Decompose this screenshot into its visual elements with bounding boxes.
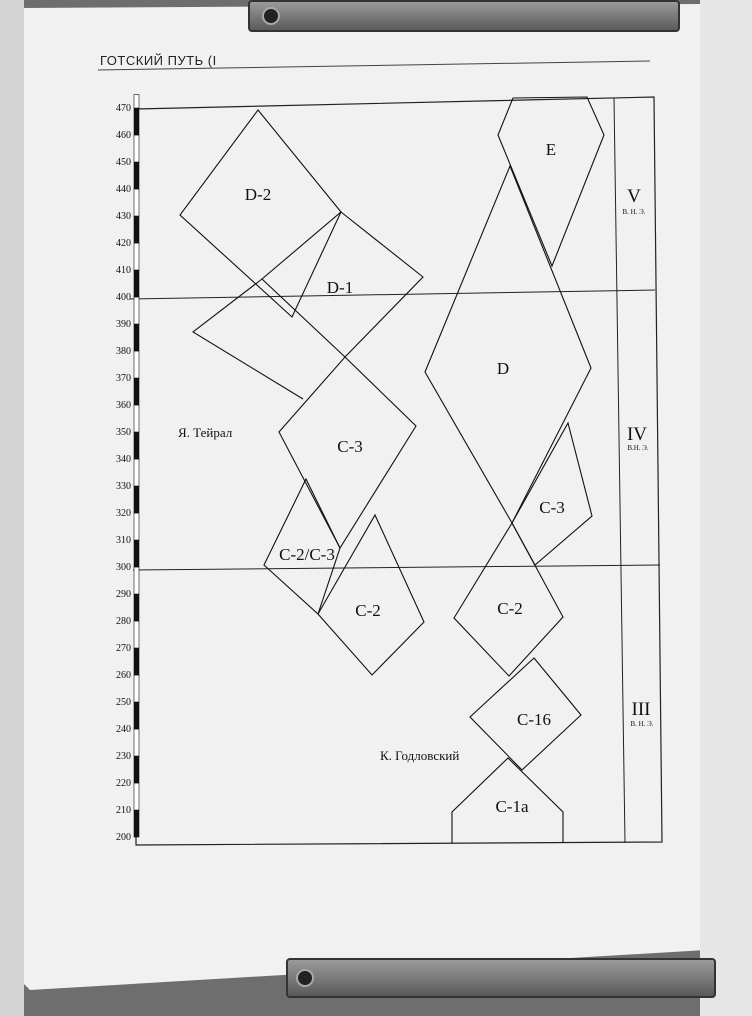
axis-segment: [134, 297, 139, 324]
axis-segment: [134, 189, 139, 216]
running-header: ГОТСКИЙ ПУТЬ (I: [100, 53, 217, 68]
axis-tick-label: 380: [116, 346, 131, 357]
top-page-clip: [248, 0, 680, 32]
axis-segment: [134, 513, 139, 540]
bottom-page-clip: [286, 958, 716, 998]
axis-segment: [134, 567, 139, 594]
axis-segment: [134, 432, 139, 459]
label-c-2-right: C-2: [497, 599, 523, 618]
axis-segment: [134, 729, 139, 756]
axis-tick-label: 390: [116, 319, 131, 330]
axis-segment: [134, 324, 139, 351]
axis-tick-label: 290: [116, 589, 131, 600]
axis-tick-label: 470: [116, 103, 131, 114]
period-iv-numeral: IV: [626, 424, 648, 445]
axis-tick-label: 320: [116, 508, 131, 519]
label-c-2-left: C-2: [355, 601, 381, 620]
label-d-1: D-1: [326, 278, 354, 297]
label-c-3-left: C-3: [337, 437, 363, 456]
axis-tick-label: 400: [116, 292, 131, 303]
axis-tick-label: 270: [116, 643, 131, 654]
axis-segment: [134, 702, 139, 729]
axis-segment: [134, 810, 139, 837]
axis-segment: [134, 648, 139, 675]
clip-hole-icon: [296, 969, 314, 987]
axis-segment: [134, 621, 139, 648]
axis-segment: [134, 594, 139, 621]
axis-segment: [134, 162, 139, 189]
axis-segment: [134, 459, 139, 486]
axis-segment: [134, 783, 139, 810]
axis-segment: [134, 405, 139, 432]
axis-segment: [134, 270, 139, 297]
axis-tick-label: 360: [116, 400, 131, 411]
axis-tick-label: 350: [116, 427, 131, 438]
period-v-era: В. Н. Э.: [622, 208, 646, 216]
left-page-edge: [0, 0, 24, 1016]
label-c-3-right: C-3: [539, 498, 565, 517]
label-d: D: [496, 359, 510, 378]
axis-tick-label: 420: [116, 238, 131, 249]
axis-tick-label: 200: [116, 832, 131, 843]
axis-tick-label: 430: [116, 211, 131, 222]
axis-tick-label: 220: [116, 778, 131, 789]
axis-tick-label: 260: [116, 670, 131, 681]
author-right: К. Годловский: [380, 748, 460, 763]
axis-segment: [134, 378, 139, 405]
axis-segment: [134, 216, 139, 243]
axis-segment: [134, 108, 139, 135]
clip-hole-icon: [262, 7, 280, 25]
axis-segment: [134, 95, 139, 109]
axis-tick-label: 370: [116, 373, 131, 384]
label-e: E: [545, 140, 557, 159]
axis-tick-label: 280: [116, 616, 131, 627]
author-left: Я. Тейрал: [178, 425, 233, 440]
axis-tick-label: 250: [116, 697, 131, 708]
axis-tick-label: 440: [116, 184, 131, 195]
axis-segment: [134, 675, 139, 702]
axis-tick-label: 230: [116, 751, 131, 762]
axis-tick-label: 450: [116, 157, 131, 168]
axis-tick-label: 300: [116, 562, 131, 573]
period-iv-era: В.Н. Э.: [627, 444, 649, 452]
axis-segment: [134, 243, 139, 270]
axis-tick-label: 210: [116, 805, 131, 816]
label-c-2-c-3: C-2/C-3: [279, 545, 335, 564]
axis-tick-label: 340: [116, 454, 131, 465]
axis-segment: [134, 135, 139, 162]
label-c-1a: C-1a: [495, 797, 529, 816]
period-v-numeral: V: [627, 186, 641, 207]
axis-segment: [134, 351, 139, 378]
axis-tick-label: 410: [116, 265, 131, 276]
axis-tick-label: 330: [116, 481, 131, 492]
axis-segment: [134, 486, 139, 513]
axis-segment: [134, 540, 139, 567]
period-iii-numeral: III: [631, 699, 651, 720]
axis-segment: [134, 756, 139, 783]
axis-tick-label: 240: [116, 724, 131, 735]
axis-tick-label: 310: [116, 535, 131, 546]
right-page-edge: [700, 0, 752, 1016]
label-c-16: C-16: [517, 710, 551, 729]
axis-tick-label: 460: [116, 130, 131, 141]
period-iii-era: В. Н. Э.: [630, 720, 654, 728]
label-d-2: D-2: [244, 185, 272, 204]
